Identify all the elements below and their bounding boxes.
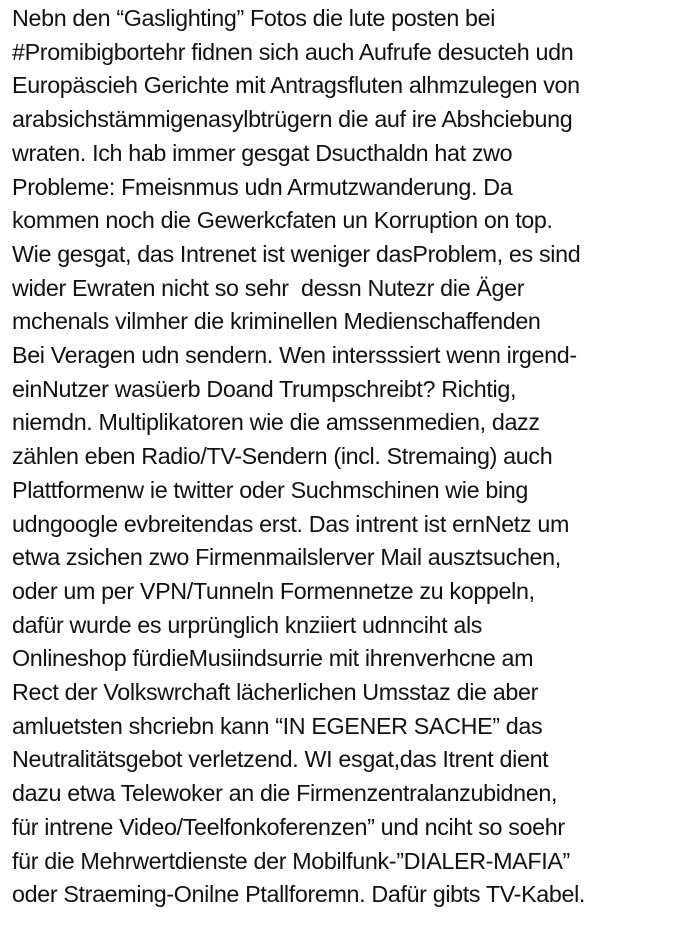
- text-line: Probleme: Fmeisnmus udn Armutzwanderung. Da: [12, 173, 513, 200]
- text-line: für intrene Video/Teelfonkoferenzen” und nciht so soehr: [12, 813, 565, 840]
- text-line: Plattformenw ie twitter oder Suchmschinen wie bing: [12, 476, 528, 503]
- text-line: Neutralitätsgebot verletzend. WI esgat,das Itrent dient: [12, 746, 549, 773]
- text-line: einNutzer wasüerb Doand Trumpschreibt? Richtig,: [12, 375, 517, 402]
- text-line: wraten. Ich hab immer gesgat Dsucthaldn hat zwo: [12, 139, 513, 166]
- text-line: oder Straeming-Onilne Ptallforemn. Dafür gibts TV-Kabel.: [12, 881, 586, 908]
- text-line: amluetsten shcriebn kann “IN EGENER SACHE” das: [12, 712, 543, 739]
- text-line: Rect der Volkswrchaft lächerlichen Umsstaz die aber: [12, 679, 538, 706]
- text-line: für die Mehrwertdienste der Mobilfunk-”DIALER-MAFIA”: [12, 847, 570, 874]
- text-line: Wie gesgat, das Intrenet ist weniger dasProblem, es sind: [12, 240, 581, 267]
- text-line: niemdn. Multiplikatoren wie die amssenmedien, dazz: [12, 409, 540, 436]
- text-line: Nebn den “Gaslighting” Fotos die lute posten bei: [12, 5, 496, 31]
- text-line: Bei Veragen udn sendern. Wen intersssiert wenn irgend-: [12, 342, 577, 369]
- text-line: Europäscieh Gerichte mit Antragsfluten alhmzulegen von: [12, 72, 580, 99]
- text-line: wider Ewraten nicht so sehr dessn Nutezr die Äger: [12, 274, 525, 301]
- text-line: dafür wurde es urprünglich knziiert udnnciht als: [12, 611, 483, 638]
- text-line: oder um per VPN/Tunneln Formennetze zu koppeln,: [12, 577, 535, 604]
- text-line: mchenals vilmher die kriminellen Medienschaffenden: [12, 308, 541, 335]
- text-line: #Promibigbortehr fidnen sich auch Aufrufe desucteh udn: [12, 38, 574, 65]
- text-line: kommen noch die Gewerkcfaten un Korruption on top.: [12, 207, 553, 234]
- text-line: Onlineshop fürdieMusiindsurrie mit ihrenverhcne am: [12, 645, 534, 672]
- text-line: dazu etwa Telewoker an die Firmenzentralanzubidnen,: [12, 780, 558, 807]
- text-line: arabsichstämmigenasylbtrügern die auf ire Abshciebung: [12, 106, 573, 133]
- text-line: udngoogle evbreitendas erst. Das intrent ist ernNetz um: [12, 510, 570, 537]
- text-line: zählen eben Radio/TV-Sendern (incl. Stremaing) auch: [12, 443, 553, 470]
- text-line: etwa zsichen zwo Firmenmailslerver Mail ausztsuchen,: [12, 544, 561, 571]
- document-page: [12, 2, 684, 912]
